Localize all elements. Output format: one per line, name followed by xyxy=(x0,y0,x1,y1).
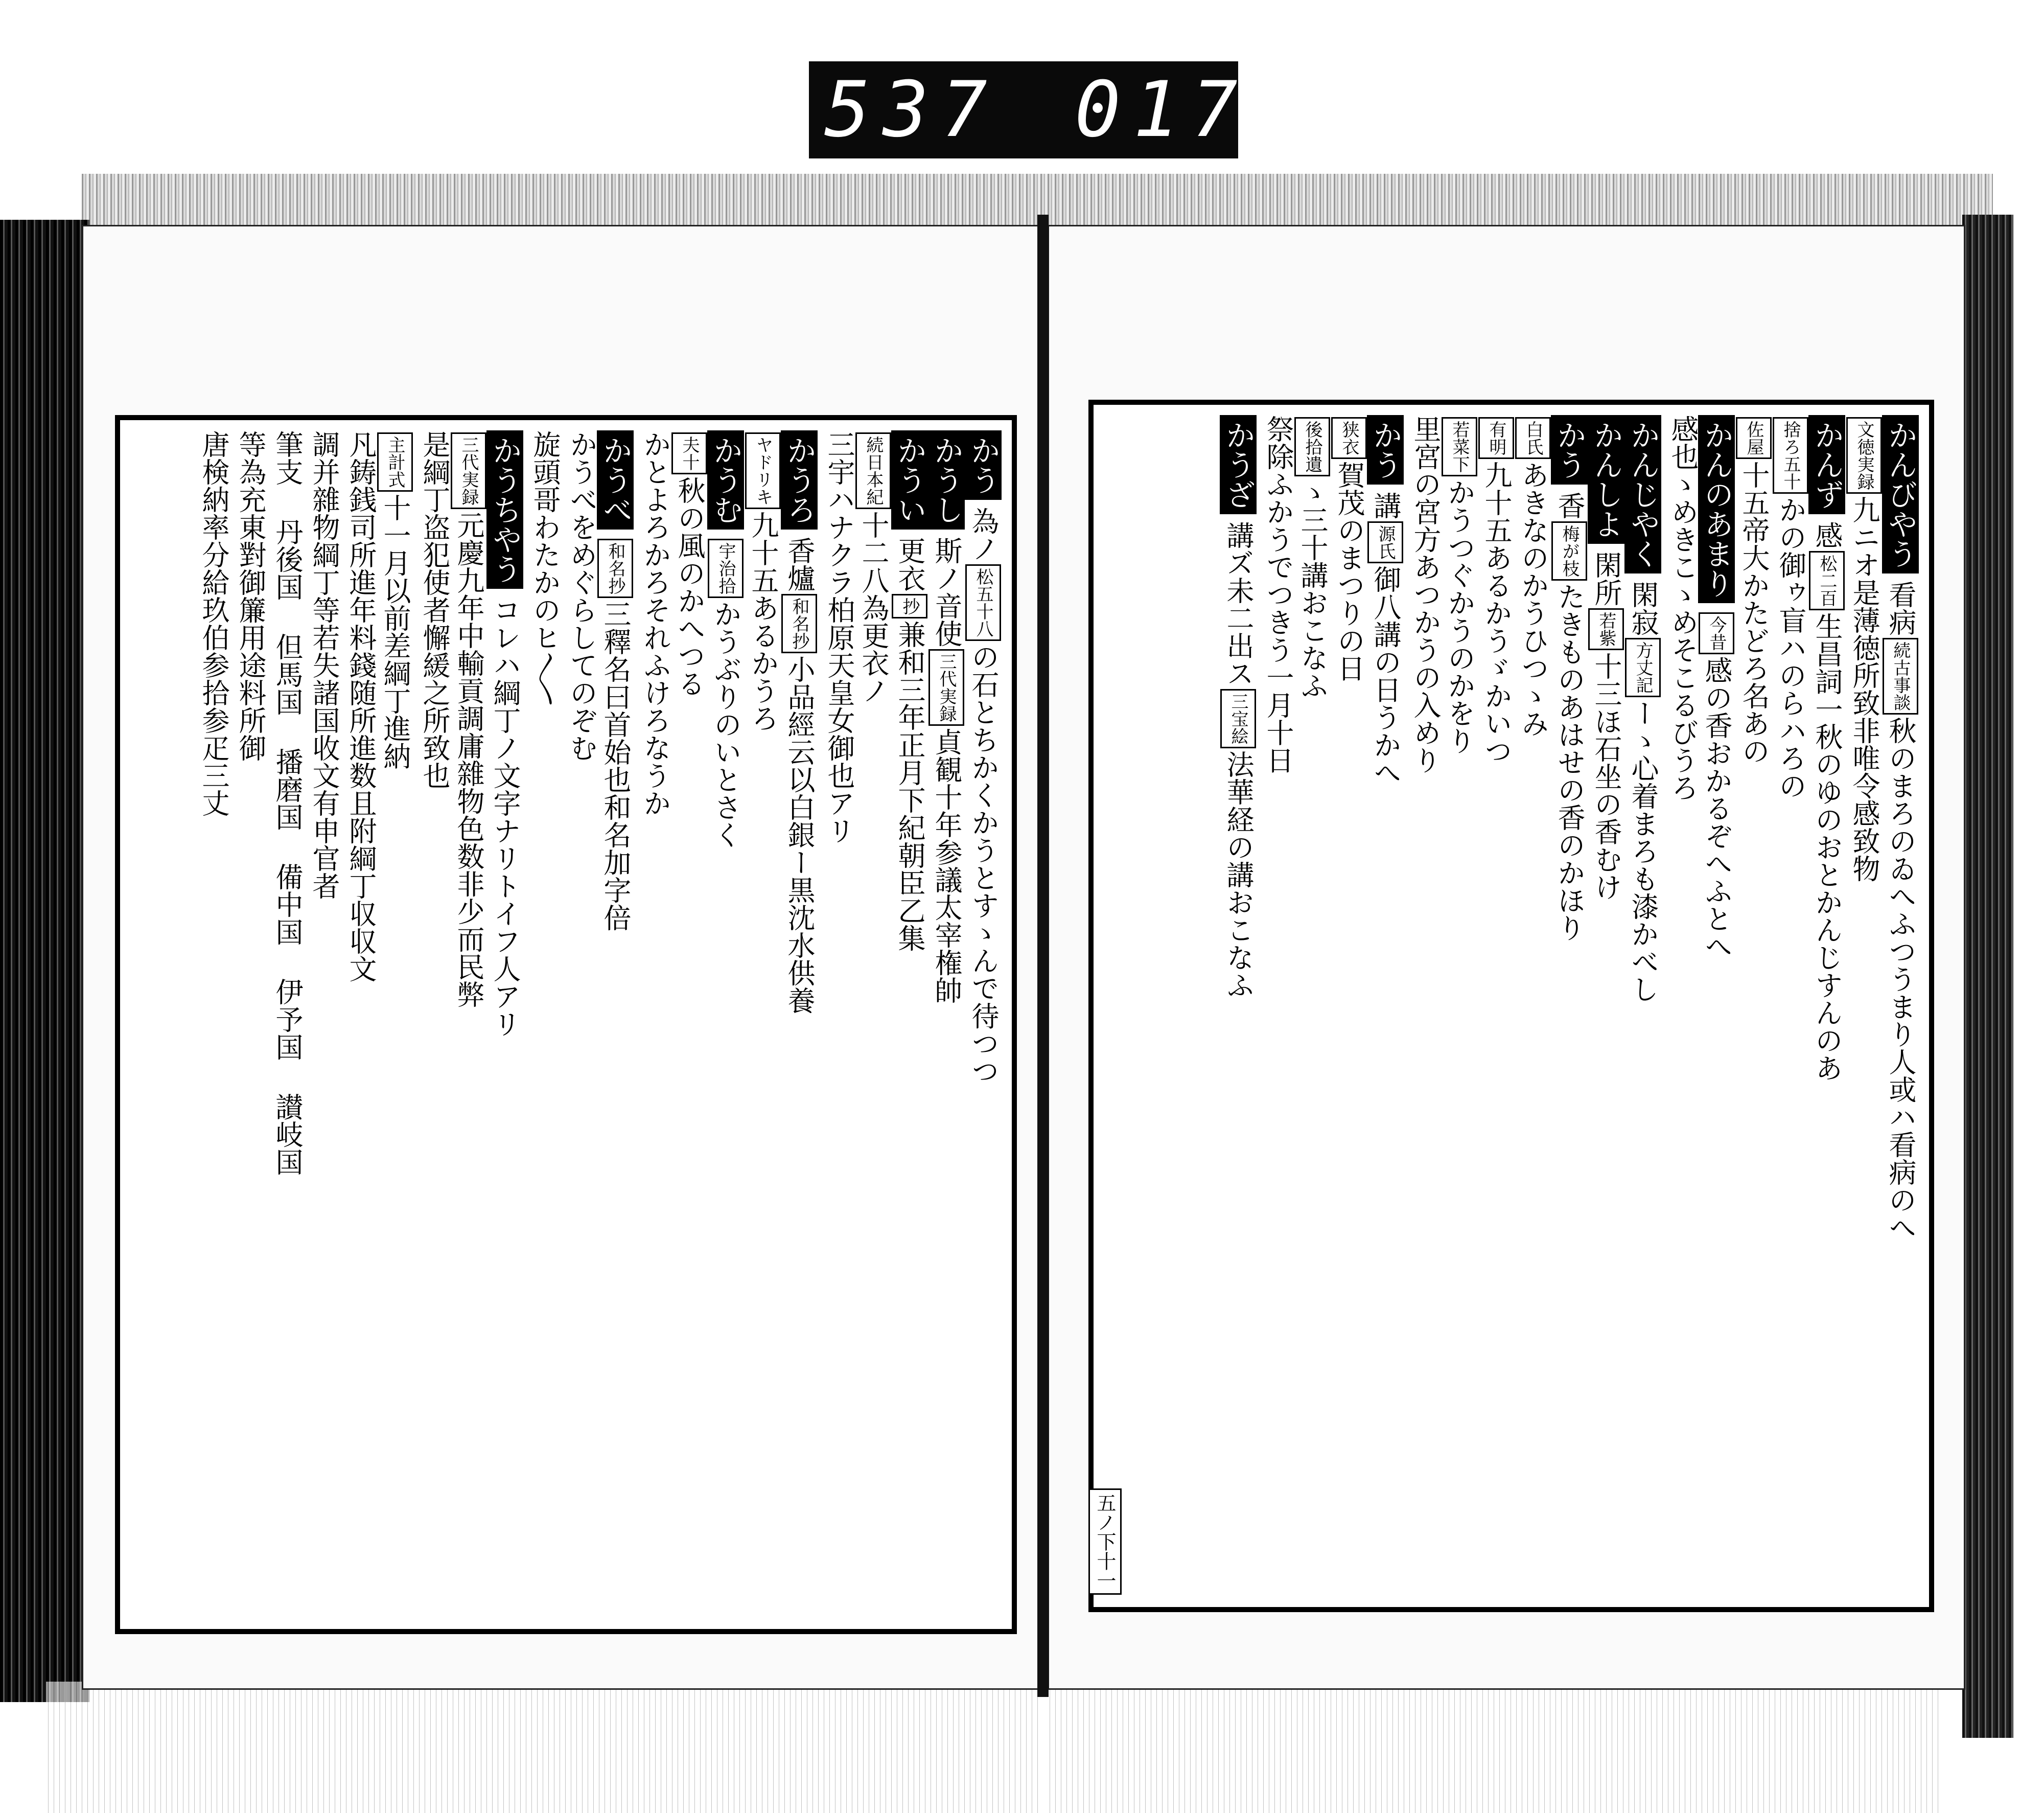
entry-headword: かんじやく xyxy=(1624,415,1661,573)
entry-body-text: 法華経の講おこなふ xyxy=(1222,750,1255,999)
text-column xyxy=(1661,415,1698,1597)
entry-body-text: たきものあはせの香のかほり xyxy=(1553,583,1586,942)
entry-body-text: 等為充東對御簾用途料所御 xyxy=(235,430,267,762)
source-citation-box: 三宝絵 xyxy=(1220,689,1256,748)
source-citation-box: 若菜下 xyxy=(1442,417,1477,476)
text-column xyxy=(1477,415,1514,1597)
entry-body-text: 小品經云以白銀ー黒沈水供養 xyxy=(783,655,816,1014)
entry-body-text: わたかのヒ〳〵 xyxy=(529,513,561,706)
source-citation-box: 後拾遺 xyxy=(1294,417,1330,476)
text-column xyxy=(707,430,744,1619)
entry-body-text: 秋のまろのゐへふつうまり人或ハ看病のへ xyxy=(1885,717,1917,1241)
text-column xyxy=(560,430,597,1619)
entry-headword: かんのあまり xyxy=(1698,415,1735,603)
text-column xyxy=(1588,415,1624,1597)
book-spine-left xyxy=(0,220,89,1702)
entry-body-text: かうべをめぐらしてのぞむ xyxy=(566,430,598,762)
page-number: 五ノ下十一 xyxy=(1088,1488,1122,1595)
entry-body-text: 柏原天皇女御也アリ xyxy=(823,596,855,844)
film-label xyxy=(809,61,1250,158)
text-column xyxy=(854,430,891,1619)
source-citation-box: 続古事談 xyxy=(1883,638,1918,715)
entry-body-text: かの御ゥ盲ハのらハろの xyxy=(1775,496,1807,799)
text-column xyxy=(1220,415,1257,1597)
entry-headword: かんしよ xyxy=(1588,415,1624,544)
text-column xyxy=(1441,415,1477,1597)
source-citation-box: 文徳実録 xyxy=(1846,417,1882,494)
entry-kanji: 講ズ未二出ス xyxy=(1222,521,1255,687)
source-citation-box: 夫十 xyxy=(671,432,707,474)
source-citation-box: 方丈記 xyxy=(1625,638,1661,697)
text-column xyxy=(486,430,523,1619)
source-citation-box: 和名抄 xyxy=(597,539,633,598)
text-column xyxy=(1514,415,1551,1597)
source-citation-box: 続日本紀 xyxy=(855,432,891,509)
entry-body-text: 里宮の宮方あつかうの入めり xyxy=(1409,415,1442,774)
entry-headword: かう xyxy=(1551,415,1588,485)
entry-kanji: 斯ノ音使 xyxy=(931,537,963,647)
entry-headword: かんず xyxy=(1808,415,1845,514)
text-column xyxy=(744,430,781,1619)
source-citation-box: 捨ろ五十 xyxy=(1773,417,1808,494)
entry-body-text: かとよろかろそれふけろなうか xyxy=(639,430,671,817)
entry-body-text: 十二八為更衣ノ xyxy=(857,511,890,704)
text-column xyxy=(266,430,303,1619)
entry-kanji: 旋頭哥 xyxy=(529,430,561,513)
source-citation-box: 今昔 xyxy=(1699,612,1734,654)
entry-kanji: 三宇ハナクラ xyxy=(823,430,855,596)
entry-body-text: 感也ゝめきこゝめそこるびうろ xyxy=(1667,415,1699,801)
source-citation-box: 狭衣 xyxy=(1331,417,1367,459)
text-column xyxy=(1735,415,1772,1597)
entry-body-text: 生昌詞一秋のゆのおとかんじすんのあ xyxy=(1811,612,1843,1082)
text-column xyxy=(1624,415,1661,1597)
film-label-right: 017 xyxy=(1075,65,1250,154)
source-citation-box: 梅が枝 xyxy=(1551,521,1587,581)
text-column xyxy=(1772,415,1808,1597)
text-column xyxy=(1330,415,1367,1597)
entry-headword: かうちやう xyxy=(486,430,523,589)
entry-body-text: 筆支 丹後国 但馬国 播磨国 備中国 伊予国 讃岐国 xyxy=(271,430,304,1176)
right-page-text-frame xyxy=(1088,400,1934,1612)
source-citation-box: 和名抄 xyxy=(781,594,817,653)
entry-body-text: 九十五あるかうろ xyxy=(747,511,779,732)
text-column xyxy=(339,430,376,1619)
entry-body-text: あきなのかうひつゝみ xyxy=(1517,461,1549,737)
entry-body-text: 十三ほ石坐の香むけ xyxy=(1590,652,1622,901)
source-citation-box: 有明 xyxy=(1478,417,1514,459)
entry-body-text: かうぶりのいとさく xyxy=(710,600,742,848)
book-gutter xyxy=(1037,215,1049,1697)
entry-body-text: 祭除ふかうでつきう一月十日 xyxy=(1262,415,1294,774)
text-column xyxy=(670,430,707,1619)
left-page-text-frame xyxy=(115,415,1017,1634)
text-column xyxy=(1367,415,1404,1597)
text-column xyxy=(634,430,670,1619)
entry-body-text: 九ニオ是薄徳所致非唯令感致物 xyxy=(1848,496,1880,882)
entry-headword: かんびやう xyxy=(1882,415,1919,573)
entry-body-text: 兼和三年正月下紀朝臣乙集 xyxy=(894,621,926,952)
text-column xyxy=(1551,415,1588,1597)
text-column xyxy=(1293,415,1330,1597)
text-column xyxy=(523,430,560,1619)
text-column xyxy=(965,430,1002,1619)
entry-kanji: 為ノ xyxy=(967,507,1000,562)
source-citation-box: 源氏 xyxy=(1367,521,1403,563)
page-stack-bottom-right xyxy=(1048,1682,1942,1813)
entry-body-text: かうつぐかうのかをり xyxy=(1444,478,1476,754)
entry-body-text: ゝ三十講おこなふ xyxy=(1296,478,1329,699)
source-citation-box: 三代実録 xyxy=(928,649,964,726)
entry-kanji: 感 xyxy=(1811,521,1843,549)
text-column xyxy=(1698,415,1735,1597)
entry-headword: かうい xyxy=(891,430,928,530)
entry-kanji: 更衣 xyxy=(894,537,926,592)
entry-headword: かうろ xyxy=(781,430,818,530)
source-citation-box: 抄 xyxy=(892,594,927,618)
source-citation-box: ヤドリキ xyxy=(745,432,781,509)
source-citation-box: 佐屋 xyxy=(1736,417,1772,459)
film-label-left: 537 xyxy=(824,65,1000,154)
text-column xyxy=(413,430,450,1619)
entry-kanji: 閑寂 xyxy=(1627,581,1659,636)
entry-headword: かう xyxy=(1367,415,1404,485)
text-column xyxy=(781,430,818,1619)
text-column xyxy=(891,430,928,1619)
source-citation-box: 宇治拾 xyxy=(708,539,744,598)
entry-body-text: 十一月以前差綱丁進納 xyxy=(379,494,411,770)
entry-body-text: 感の香おかるぞへふとへ xyxy=(1701,656,1733,960)
text-column xyxy=(818,430,854,1619)
entry-headword: かうむ xyxy=(707,430,744,530)
text-column xyxy=(376,430,413,1619)
entry-headword: かうし xyxy=(928,430,965,530)
text-column xyxy=(229,430,266,1619)
entry-body-text: 元慶九年中輸貢調庸雜物色数非少而民弊 xyxy=(453,511,485,1008)
text-column xyxy=(192,430,229,1619)
entry-body-text: 九十五あるかうゞかいつ xyxy=(1480,461,1513,765)
entry-kanji: 香爐 xyxy=(783,537,816,592)
entry-body-text: 貞観十年参議太宰権帥 xyxy=(931,728,963,1004)
entry-body-text: コレハ綱丁ノ文字ナリトイフ人アリ xyxy=(489,596,521,1038)
entry-body-text: ーゝ心着まろも漆かべし xyxy=(1627,699,1659,1003)
text-column xyxy=(1404,415,1441,1597)
entry-body-text: 三釋名曰首始也和名加字倍 xyxy=(599,600,632,931)
entry-body-text: 賀茂のまつりの日 xyxy=(1333,461,1365,682)
text-column xyxy=(450,430,486,1619)
entry-body-text: 凡鋳銭司所進年料錢随所進数且附綱丁収収文 xyxy=(345,430,377,982)
text-column xyxy=(1257,415,1293,1597)
source-citation-box: 主計式 xyxy=(377,432,413,492)
book-edge-right xyxy=(1962,215,2013,1738)
entry-kanji: 講 xyxy=(1369,492,1402,519)
entry-body-text: 御八講の日うかへ xyxy=(1369,565,1402,786)
entry-headword: かうべ xyxy=(597,430,634,530)
entry-body-text: 是綱丁盗犯使者懈緩之所致也 xyxy=(419,430,451,789)
entry-body-text: の石とちかくかうとすゝんで待つつ xyxy=(967,643,1000,1085)
text-column xyxy=(1808,415,1845,1597)
entry-headword: かう xyxy=(965,430,1002,500)
entry-body-text: 唐検納率分給玖伯参拾参疋三丈 xyxy=(198,430,230,817)
entry-body-text: 秋の風のかへつる xyxy=(673,476,706,697)
entry-body-text: 十五帝大かたどろ名あの xyxy=(1738,461,1770,765)
text-column xyxy=(928,430,965,1619)
source-citation-box: 三代実録 xyxy=(451,432,486,509)
source-citation-box: 松五十八 xyxy=(965,564,1001,641)
text-column xyxy=(1845,415,1882,1597)
text-column xyxy=(303,430,339,1619)
entry-body-text: 調并雜物綱丁等若失諸国收文有申官者 xyxy=(308,430,340,900)
page-stack-bottom-left xyxy=(46,1682,1042,1813)
entry-headword: かうざ xyxy=(1220,415,1257,514)
text-column xyxy=(597,430,634,1619)
source-citation-box: 松二百 xyxy=(1809,551,1845,610)
entry-kanji: 閑所 xyxy=(1590,551,1622,606)
text-column xyxy=(1882,415,1919,1597)
entry-kanji: 看病 xyxy=(1885,581,1917,636)
source-citation-box: 白氏 xyxy=(1515,417,1551,459)
source-citation-box: 若紫 xyxy=(1588,608,1624,650)
entry-kanji: 香 xyxy=(1553,492,1586,519)
